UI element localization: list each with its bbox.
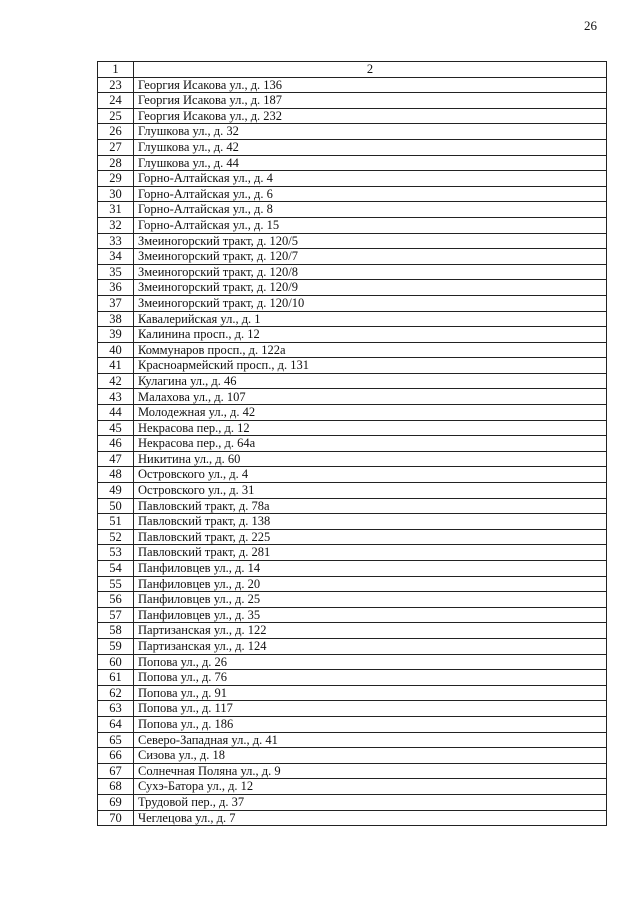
row-number: 30 — [98, 186, 134, 202]
row-address: Змеиногорский тракт, д. 120/10 — [134, 295, 607, 311]
row-address: Северо-Западная ул., д. 41 — [134, 732, 607, 748]
row-address: Попова ул., д. 117 — [134, 701, 607, 717]
table-row — [98, 264, 607, 280]
table-row — [98, 311, 607, 327]
table-row — [98, 451, 607, 467]
row-number: 69 — [98, 794, 134, 810]
row-number: 66 — [98, 748, 134, 764]
row-address: Попова ул., д. 186 — [134, 716, 607, 732]
row-address: Некрасова пер., д. 12 — [134, 420, 607, 436]
table-row — [98, 280, 607, 296]
row-address: Попова ул., д. 26 — [134, 654, 607, 670]
table-row — [98, 108, 607, 124]
row-address: Павловский тракт, д. 138 — [134, 514, 607, 530]
table-row — [98, 171, 607, 187]
table-row — [98, 592, 607, 608]
row-address: Никитина ул., д. 60 — [134, 451, 607, 467]
table-row — [98, 327, 607, 343]
row-address: Змеиногорский тракт, д. 120/7 — [134, 249, 607, 265]
row-address: Партизанская ул., д. 122 — [134, 623, 607, 639]
row-address: Панфиловцев ул., д. 14 — [134, 561, 607, 577]
row-address: Глушкова ул., д. 42 — [134, 139, 607, 155]
table-row — [98, 545, 607, 561]
table-row — [98, 467, 607, 483]
table-row — [98, 561, 607, 577]
table-row — [98, 405, 607, 421]
row-address: Сухэ-Батора ул., д. 12 — [134, 779, 607, 795]
table-row — [98, 389, 607, 405]
row-number: 59 — [98, 638, 134, 654]
row-address: Панфиловцев ул., д. 35 — [134, 607, 607, 623]
row-number: 70 — [98, 810, 134, 826]
row-address: Змеиногорский тракт, д. 120/5 — [134, 233, 607, 249]
row-number: 68 — [98, 779, 134, 795]
table-row — [98, 373, 607, 389]
row-address: Некрасова пер., д. 64а — [134, 436, 607, 452]
table-row — [98, 779, 607, 795]
table-header-row — [98, 62, 607, 78]
table-row — [98, 763, 607, 779]
table-row — [98, 77, 607, 93]
table-row — [98, 342, 607, 358]
table-row — [98, 654, 607, 670]
row-number: 43 — [98, 389, 134, 405]
row-number: 63 — [98, 701, 134, 717]
table-row — [98, 217, 607, 233]
row-number: 23 — [98, 77, 134, 93]
table-row — [98, 514, 607, 530]
address-table — [97, 61, 607, 826]
row-address: Коммунаров просп., д. 122а — [134, 342, 607, 358]
row-number: 57 — [98, 607, 134, 623]
table-row — [98, 358, 607, 374]
row-address: Горно-Алтайская ул., д. 8 — [134, 202, 607, 218]
row-number: 47 — [98, 451, 134, 467]
row-number: 54 — [98, 561, 134, 577]
table-row — [98, 124, 607, 140]
row-number: 67 — [98, 763, 134, 779]
row-address: Чеглецова ул., д. 7 — [134, 810, 607, 826]
row-number: 36 — [98, 280, 134, 296]
row-number: 31 — [98, 202, 134, 218]
row-address: Павловский тракт, д. 78а — [134, 498, 607, 514]
row-address: Молодежная ул., д. 42 — [134, 405, 607, 421]
row-number: 58 — [98, 623, 134, 639]
row-number: 24 — [98, 93, 134, 109]
table-row — [98, 623, 607, 639]
row-address: Панфиловцев ул., д. 25 — [134, 592, 607, 608]
row-number: 46 — [98, 436, 134, 452]
table-row — [98, 139, 607, 155]
row-number: 40 — [98, 342, 134, 358]
table-row — [98, 638, 607, 654]
row-address: Георгия Исакова ул., д. 187 — [134, 93, 607, 109]
row-address: Попова ул., д. 76 — [134, 670, 607, 686]
row-number: 42 — [98, 373, 134, 389]
row-number: 52 — [98, 529, 134, 545]
row-address: Малахова ул., д. 107 — [134, 389, 607, 405]
table-row — [98, 295, 607, 311]
row-address: Трудовой пер., д. 37 — [134, 794, 607, 810]
row-address: Горно-Алтайская ул., д. 6 — [134, 186, 607, 202]
row-address: Георгия Исакова ул., д. 232 — [134, 108, 607, 124]
row-number: 29 — [98, 171, 134, 187]
row-address: Партизанская ул., д. 124 — [134, 638, 607, 654]
row-address: Глушкова ул., д. 44 — [134, 155, 607, 171]
table-row — [98, 716, 607, 732]
row-number: 32 — [98, 217, 134, 233]
table-row — [98, 155, 607, 171]
row-number: 28 — [98, 155, 134, 171]
table-row — [98, 701, 607, 717]
row-number: 55 — [98, 576, 134, 592]
row-number: 39 — [98, 327, 134, 343]
table-row — [98, 810, 607, 826]
row-number: 50 — [98, 498, 134, 514]
table-row — [98, 249, 607, 265]
table-row — [98, 93, 607, 109]
row-address: Глушкова ул., д. 32 — [134, 124, 607, 140]
row-number: 25 — [98, 108, 134, 124]
table-row — [98, 685, 607, 701]
row-address: Горно-Алтайская ул., д. 4 — [134, 171, 607, 187]
table-row — [98, 732, 607, 748]
row-number: 62 — [98, 685, 134, 701]
row-number: 41 — [98, 358, 134, 374]
row-address: Павловский тракт, д. 281 — [134, 545, 607, 561]
table-row — [98, 576, 607, 592]
table-body — [98, 62, 607, 826]
row-number: 26 — [98, 124, 134, 140]
table-row — [98, 186, 607, 202]
column-header-number: 1 — [98, 62, 134, 78]
row-number: 33 — [98, 233, 134, 249]
table-row — [98, 670, 607, 686]
row-address: Змеиногорский тракт, д. 120/9 — [134, 280, 607, 296]
row-number: 61 — [98, 670, 134, 686]
table-row — [98, 436, 607, 452]
row-address: Кулагина ул., д. 46 — [134, 373, 607, 389]
row-address: Попова ул., д. 91 — [134, 685, 607, 701]
table-row — [98, 202, 607, 218]
row-number: 38 — [98, 311, 134, 327]
row-address: Панфиловцев ул., д. 20 — [134, 576, 607, 592]
table-row — [98, 607, 607, 623]
row-address: Островского ул., д. 31 — [134, 483, 607, 499]
row-number: 49 — [98, 483, 134, 499]
table-row — [98, 498, 607, 514]
row-address: Солнечная Поляна ул., д. 9 — [134, 763, 607, 779]
table-row — [98, 794, 607, 810]
row-number: 34 — [98, 249, 134, 265]
table-row — [98, 233, 607, 249]
row-number: 56 — [98, 592, 134, 608]
row-number: 53 — [98, 545, 134, 561]
row-address: Змеиногорский тракт, д. 120/8 — [134, 264, 607, 280]
row-number: 51 — [98, 514, 134, 530]
row-number: 45 — [98, 420, 134, 436]
row-number: 35 — [98, 264, 134, 280]
row-address: Калинина просп., д. 12 — [134, 327, 607, 343]
row-number: 27 — [98, 139, 134, 155]
row-number: 60 — [98, 654, 134, 670]
table-row — [98, 529, 607, 545]
table-row — [98, 483, 607, 499]
row-address: Павловский тракт, д. 225 — [134, 529, 607, 545]
row-number: 44 — [98, 405, 134, 421]
column-header-address: 2 — [134, 62, 607, 78]
row-number: 65 — [98, 732, 134, 748]
row-number: 64 — [98, 716, 134, 732]
row-address: Сизова ул., д. 18 — [134, 748, 607, 764]
table-row — [98, 420, 607, 436]
table-row — [98, 748, 607, 764]
row-address: Островского ул., д. 4 — [134, 467, 607, 483]
row-number: 48 — [98, 467, 134, 483]
row-address: Горно-Алтайская ул., д. 15 — [134, 217, 607, 233]
row-number: 37 — [98, 295, 134, 311]
row-address: Георгия Исакова ул., д. 136 — [134, 77, 607, 93]
row-address: Красноармейский просп., д. 131 — [134, 358, 607, 374]
page-number: 26 — [584, 18, 597, 33]
row-address: Кавалерийская ул., д. 1 — [134, 311, 607, 327]
